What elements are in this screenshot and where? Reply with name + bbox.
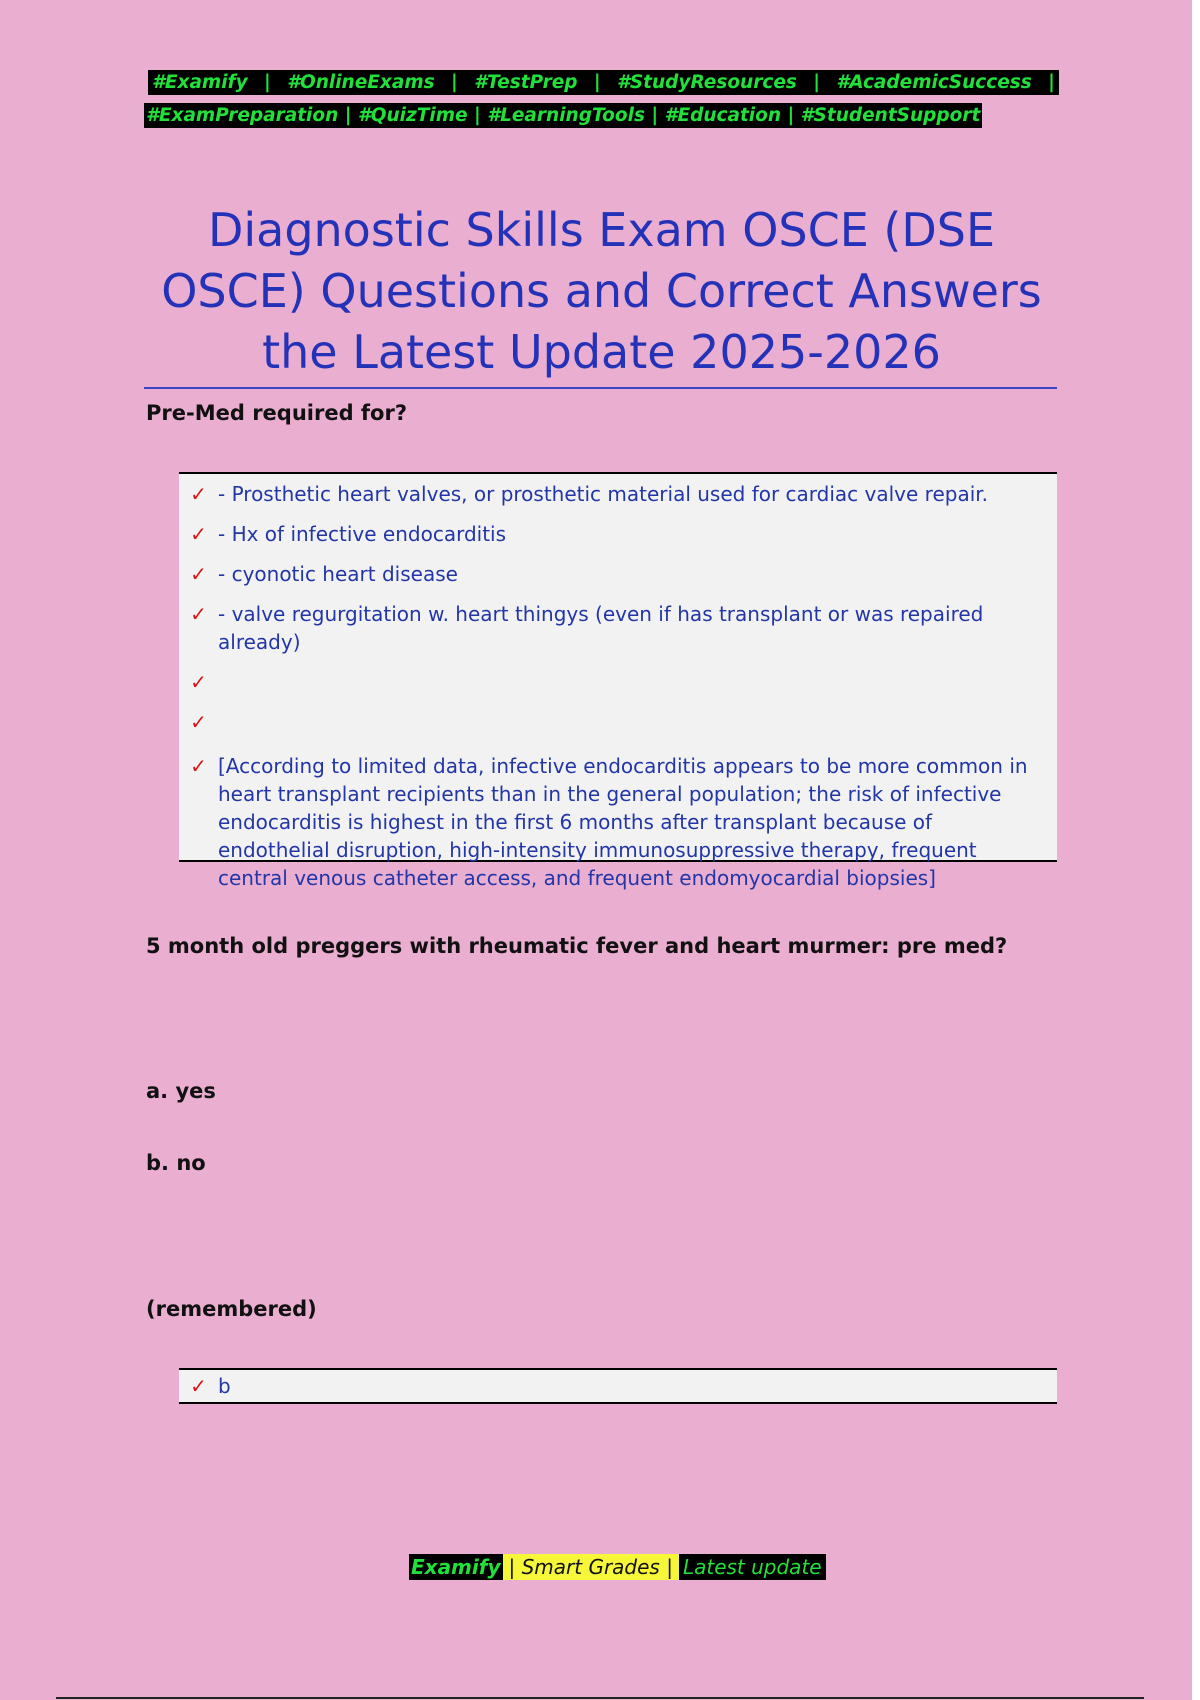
hashtag-separator: | <box>593 72 601 93</box>
hashtag-online-exams[interactable]: #OnlineExams <box>287 72 435 93</box>
hashtag-academic-success[interactable]: #AcademicSuccess <box>836 72 1032 93</box>
answer-text: - valve regurgitation w. heart thingys (even if has transplant or was repaired already) <box>218 602 984 654</box>
answer-text: b <box>218 1374 231 1398</box>
footer-update: Latest update <box>679 1554 826 1580</box>
footer-brand[interactable]: Examify <box>411 1555 501 1579</box>
checkmark-icon: ✓ <box>190 522 207 546</box>
answer-item <box>179 708 1047 736</box>
title-line-2: OSCE) Questions and Correct Answers <box>161 264 1042 318</box>
footer-tagline: | Smart Grades | <box>503 1554 679 1580</box>
checkmark-icon: ✓ <box>190 754 207 778</box>
answer-box-1 <box>179 472 1057 890</box>
footer-banner <box>409 1554 826 1580</box>
hashtag-separator: | <box>1048 72 1055 93</box>
answer-item <box>179 752 1047 892</box>
checkmark-icon: ✓ <box>190 710 207 734</box>
option-b: b. no <box>146 1151 206 1175</box>
checkmark-icon: ✓ <box>190 670 207 694</box>
title-line-1: Diagnostic Skills Exam OSCE (DSE <box>207 203 996 257</box>
question-2: 5 month old preggers with rheumatic fever and heart murmer: pre med? <box>146 934 1008 958</box>
footer-divider <box>56 1697 1144 1699</box>
title-line-3: the Latest Update 2025-2026 <box>262 325 941 379</box>
answer-text: - Prosthetic heart valves, or prosthetic material used for cardiac valve repair. <box>218 482 989 506</box>
question-1: Pre-Med required for? <box>146 401 408 425</box>
checkmark-icon: ✓ <box>190 1374 207 1398</box>
answer-item <box>179 560 1047 588</box>
hashtag-separator: | <box>813 72 820 93</box>
answer-item <box>179 480 1047 508</box>
hashtag-examify[interactable]: #Examify <box>152 72 248 93</box>
checkmark-icon: ✓ <box>190 602 207 626</box>
answer-item <box>179 668 1047 696</box>
answer-item <box>179 520 1047 548</box>
answer-text: [According to limited data, infective endocarditis appears to be more common in heart transplant recipients than in the general population; the risk of infective endocarditis is highest in the first 6 months after transplant because of endothelial disruption, high-intensity immunosuppressive therapy, frequent central venous catheter access, and frequent endomyocardial biopsies] <box>218 754 1028 890</box>
document-title <box>144 200 1059 383</box>
hashtag-banner <box>144 70 1059 132</box>
hashtag-separator: | <box>264 72 271 93</box>
hashtag-test-prep[interactable]: #TestPrep <box>474 72 578 93</box>
answer-text: - Hx of infective endocarditis <box>218 522 507 546</box>
answer-text: - cyonotic heart disease <box>218 562 458 586</box>
checkmark-icon: ✓ <box>190 562 207 586</box>
answer-item <box>179 600 1047 656</box>
hashtag-study-resources[interactable]: #StudyResources <box>616 72 797 93</box>
title-divider <box>144 387 1057 389</box>
hashtag-separator: | <box>450 72 458 93</box>
answer-item <box>179 1372 1047 1400</box>
hashtag-line-1 <box>148 70 1059 95</box>
hashtag-line-2: #ExamPreparation | #QuizTime | #LearningTools | #Education | #StudentSupport <box>146 105 981 126</box>
option-a: a. yes <box>146 1079 216 1103</box>
remembered-note: (remembered) <box>146 1297 317 1321</box>
answer-box-2 <box>179 1368 1057 1404</box>
checkmark-icon: ✓ <box>190 482 207 506</box>
